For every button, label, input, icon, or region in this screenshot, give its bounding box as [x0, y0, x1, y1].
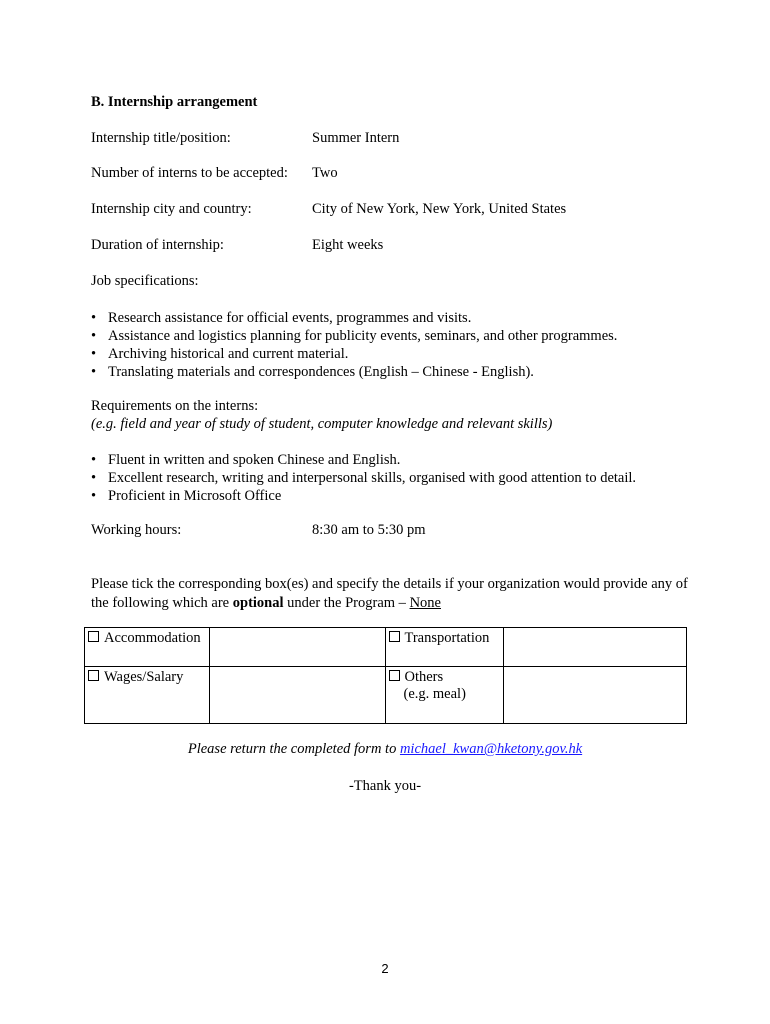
requirements-list	[91, 451, 636, 505]
options-table	[84, 627, 687, 724]
option-label: Accommodation	[104, 630, 201, 646]
bullet-icon: •	[91, 488, 97, 504]
field-label: Internship city and country:	[91, 201, 252, 217]
bullet-icon: •	[91, 310, 97, 326]
return-text: Please return the completed form to	[187, 741, 400, 757]
checkbox-icon[interactable]	[88, 631, 99, 642]
option-label: Transportation	[404, 630, 490, 646]
field-value: Eight weeks	[312, 237, 384, 253]
instruction-text: Please tick the corresponding box(es) and specify the details if your organization would provide any of the following which are	[91, 576, 688, 611]
others-details-cell[interactable]	[504, 667, 687, 724]
return-instruction	[0, 741, 770, 758]
list-item-text: Proficient in Microsoft Office	[108, 488, 282, 504]
others-cell[interactable]	[385, 667, 504, 724]
bullet-icon: •	[91, 328, 97, 344]
others-example: (e.g. meal)	[403, 686, 466, 702]
field-value: Two	[312, 165, 338, 181]
job-specs-list	[91, 309, 617, 381]
accommodation-details-cell[interactable]	[209, 628, 385, 667]
field-label: Duration of internship:	[91, 237, 224, 253]
wages-details-cell[interactable]	[209, 667, 385, 724]
thank-you-text: -Thank you-	[348, 778, 422, 794]
table-row	[85, 667, 687, 724]
optional-word: optional	[232, 595, 284, 611]
list-item	[91, 487, 636, 505]
list-item-text: Archiving historical and current material.	[108, 346, 349, 362]
email-link[interactable]: michael_kwan@hketony.gov.hk	[399, 741, 583, 757]
page-number: 2	[381, 961, 389, 976]
bullet-icon: •	[91, 470, 97, 486]
instruction-text: under the Program –	[283, 595, 410, 611]
section-heading: B. Internship arrangement	[91, 94, 258, 110]
optional-instructions	[91, 575, 691, 613]
table-row	[85, 628, 687, 667]
field-label: Working hours:	[91, 522, 182, 538]
checkbox-icon[interactable]	[389, 631, 400, 642]
none-word: None	[409, 595, 441, 611]
bullet-icon: •	[91, 452, 97, 468]
list-item	[91, 345, 617, 363]
requirements-heading: Requirements on the interns:	[91, 398, 259, 414]
field-value: City of New York, New York, United States	[312, 201, 567, 217]
bullet-icon: •	[91, 346, 97, 362]
list-item-text: Fluent in written and spoken Chinese and English.	[108, 452, 401, 468]
list-item-text: Assistance and logistics planning for publicity events, seminars, and other programmes.	[108, 328, 618, 344]
list-item	[91, 309, 617, 327]
job-specs-heading: Job specifications:	[91, 273, 199, 289]
checkbox-icon[interactable]	[389, 670, 400, 681]
wages-cell[interactable]	[85, 667, 210, 724]
list-item	[91, 451, 636, 469]
list-item-text: Translating materials and correspondences (English – Chinese - English).	[108, 364, 534, 380]
field-value: Summer Intern	[312, 130, 400, 146]
field-label: Internship title/position:	[91, 130, 231, 146]
list-item-text: Research assistance for official events, programmes and visits.	[108, 310, 472, 326]
checkbox-icon[interactable]	[88, 670, 99, 681]
field-label: Number of interns to be accepted:	[91, 165, 288, 181]
option-label: Wages/Salary	[104, 669, 184, 685]
transportation-cell[interactable]	[385, 628, 504, 667]
transportation-details-cell[interactable]	[504, 628, 687, 667]
field-value: 8:30 am to 5:30 pm	[312, 522, 426, 538]
option-label: Others	[404, 669, 444, 685]
list-item	[91, 469, 636, 487]
requirements-hint: (e.g. field and year of study of student, computer knowledge and relevant skills)	[91, 416, 553, 432]
bullet-icon: •	[91, 364, 97, 380]
list-item	[91, 327, 617, 345]
list-item-text: Excellent research, writing and interpersonal skills, organised with good attention to detail.	[108, 470, 637, 486]
list-item	[91, 363, 617, 381]
accommodation-cell[interactable]	[85, 628, 210, 667]
